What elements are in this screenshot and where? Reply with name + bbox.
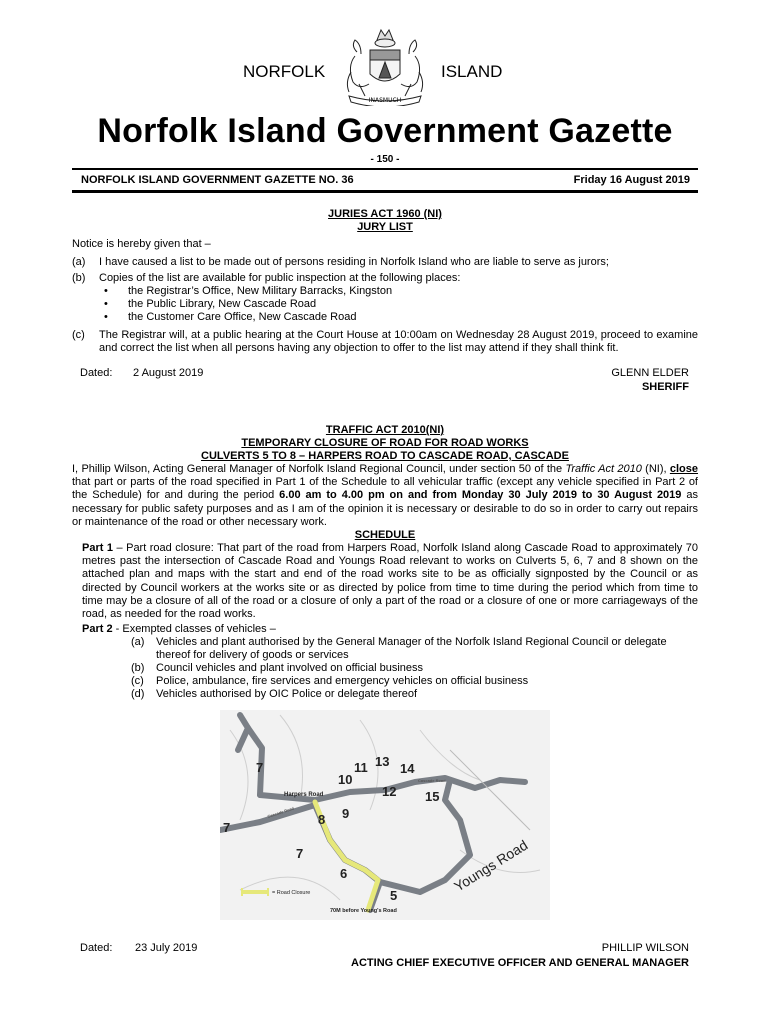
jury-list-heading: JURY LIST [357, 221, 413, 233]
exemption-d-label: (d) [131, 688, 145, 700]
crest-motto: INASMUCH [368, 97, 402, 104]
juries-heading: JURIES ACT 1960 (NI) [328, 208, 442, 220]
map-label-9: 9 [342, 806, 350, 821]
item-c-text: The Registrar will, at a public hearing at the Court House at 10:00am on Wednesday 28 August 2019, proceed to examine and correct the list when all persons having any objection to offer to the list may attend if they shall think fit. [99, 329, 698, 355]
sheriff-title: SHERIFF [641, 381, 689, 393]
map-label-7b: 7 [223, 820, 231, 835]
item-b-text: Copies of the list are available for public inspection at the following places: [99, 272, 461, 284]
bullet-library: • the Public Library, New Cascade Road [128, 298, 316, 311]
culverts-heading: CULVERTS 5 TO 8 – HARPERS ROAD TO CASCADE ROAD, CASCADE [201, 450, 569, 462]
part1-label: Part 1 [82, 542, 114, 554]
map-youngs-road: Youngs Road [451, 836, 531, 895]
exemption-b-text: Council vehicles and plant involved on official business [156, 662, 424, 674]
map-label-7a: 7 [256, 760, 264, 775]
part1-text: – Part road closure: That part of the road from Harpers Road, Norfolk Island along Cascade Road to approximately 70 metres past the intersection of Cascade Road and Youngs Road relevant to works on Culverts 5, 6, 7 and 8 shown on the attached plan and maps with the start and end of the road works site to be as officially signposted by the Council or as directed by Council workers at the works site or as directed by police from time to time during the period which from time to time may be a closure of all of the road or a closure of only a part of the road or a closure of one or more carriageways of the road, as needed for the road works. [82, 542, 698, 621]
road-closure-map [220, 710, 550, 920]
map-label-11: 11 [354, 760, 368, 775]
bottom-rule [72, 190, 698, 193]
bullet-customer-care: • the Customer Care Office, New Cascade Road [128, 311, 356, 324]
exemption-d-text: Vehicles authorised by OIC Police or delegate thereof [156, 688, 418, 700]
item-a-text: I have caused a list to be made out of persons residing in Norfolk Island who are liable to serve as jurors; [99, 256, 609, 268]
map-label-8: 8 [318, 812, 326, 827]
juries-intro: Notice is hereby given that – [72, 238, 211, 250]
gazette-number: NORFOLK ISLAND GOVERNMENT GAZETTE NO. 36 [81, 174, 354, 186]
page-title: Norfolk Island Government Gazette [97, 112, 673, 150]
traffic-heading: TRAFFIC ACT 2010(NI) [325, 424, 445, 436]
map-label-15: 15 [425, 789, 440, 804]
exemption-a-label: (a) [131, 636, 145, 648]
map-legend-text: = Road Closure [272, 890, 311, 896]
map-label-13: 13 [375, 754, 390, 769]
intro-part1: I, Phillip Wilson, Acting General Manager of Norfolk Island Regional Council, under section 50 of the [72, 463, 566, 475]
closure-heading: TEMPORARY CLOSURE OF ROAD FOR ROAD WORKS [241, 437, 529, 449]
map-label-7c: 7 [296, 846, 304, 861]
map-harpers-road: Harpers Road [284, 792, 324, 798]
exemption-b-label: (b) [131, 662, 145, 674]
traffic-intro [72, 463, 698, 529]
map-label-6: 6 [340, 866, 348, 881]
header-norfolk: NORFOLK [243, 62, 326, 81]
item-a-label: (a) [72, 256, 86, 268]
item-c-label: (c) [72, 329, 85, 341]
intro-part2: (NI), [641, 463, 670, 475]
coat-of-arms-icon [335, 26, 435, 106]
juries-dated-label: Dated: [80, 367, 113, 379]
map-label-5: 5 [390, 888, 398, 903]
map-label-12: 12 [382, 784, 397, 799]
page-number: - 150 - [370, 154, 400, 165]
part2-text: - Exempted classes of vehicles – [112, 623, 276, 635]
gm-name: PHILLIP WILSON [601, 942, 689, 954]
part1-paragraph [82, 542, 698, 621]
part2-paragraph [82, 623, 276, 636]
exemption-c-label: (c) [131, 675, 144, 687]
exemption-c-text: Police, ambulance, fire services and emergency vehicles on official business [156, 675, 529, 687]
intro-act-name: Traffic Act 2010 [565, 463, 642, 475]
traffic-dated-label: Dated: [80, 942, 113, 954]
intro-close-word: close [669, 463, 699, 475]
item-b-label: (b) [72, 272, 86, 284]
intro-period: 6.00 am to 4.00 pm on and from Monday 30 July 2019 to 30 August 2019 [279, 489, 682, 502]
juries-dated-value: 2 August 2019 [133, 367, 204, 379]
schedule-heading: SCHEDULE [354, 529, 416, 541]
bullet-registrar: • the Registrar’s Office, New Military Barracks, Kingston [128, 285, 392, 298]
intro-part3: that part or parts of the road specified in Part 1 of the Schedule to all vehicular traffic (except any vehicle specified in Part 2 of the Schedule) for and during the period [72, 476, 698, 502]
gazette-date: Friday 16 August 2019 [573, 174, 690, 186]
map-bottom-note: 70M before Young's Road [330, 908, 397, 914]
part2-label: Part 2 [82, 623, 113, 635]
exemption-a-text: Vehicles and plant authorised by the General Manager of the Norfolk Island Regional Council or delegate thereof for delivery of goods or services [156, 636, 667, 662]
intro-part4: as necessary for public safety purposes and as I am of the opinion it is necessary or desirable to do so in order to carry out repairs or maintenance of the road or other necessary work. [72, 489, 698, 528]
map-label-10: 10 [338, 772, 353, 787]
top-rule [72, 168, 698, 170]
traffic-dated-value: 23 July 2019 [135, 942, 198, 954]
map-cascade-road-top: Cascade Road [418, 778, 446, 783]
gm-title: ACTING CHIEF EXECUTIVE OFFICER AND GENERAL MANAGER [351, 957, 689, 969]
map-label-14: 14 [400, 761, 415, 776]
sheriff-name: GLENN ELDER [611, 367, 689, 379]
map-cascade-road-left: Cascade Road [266, 805, 295, 819]
header-island: ISLAND [441, 62, 503, 81]
